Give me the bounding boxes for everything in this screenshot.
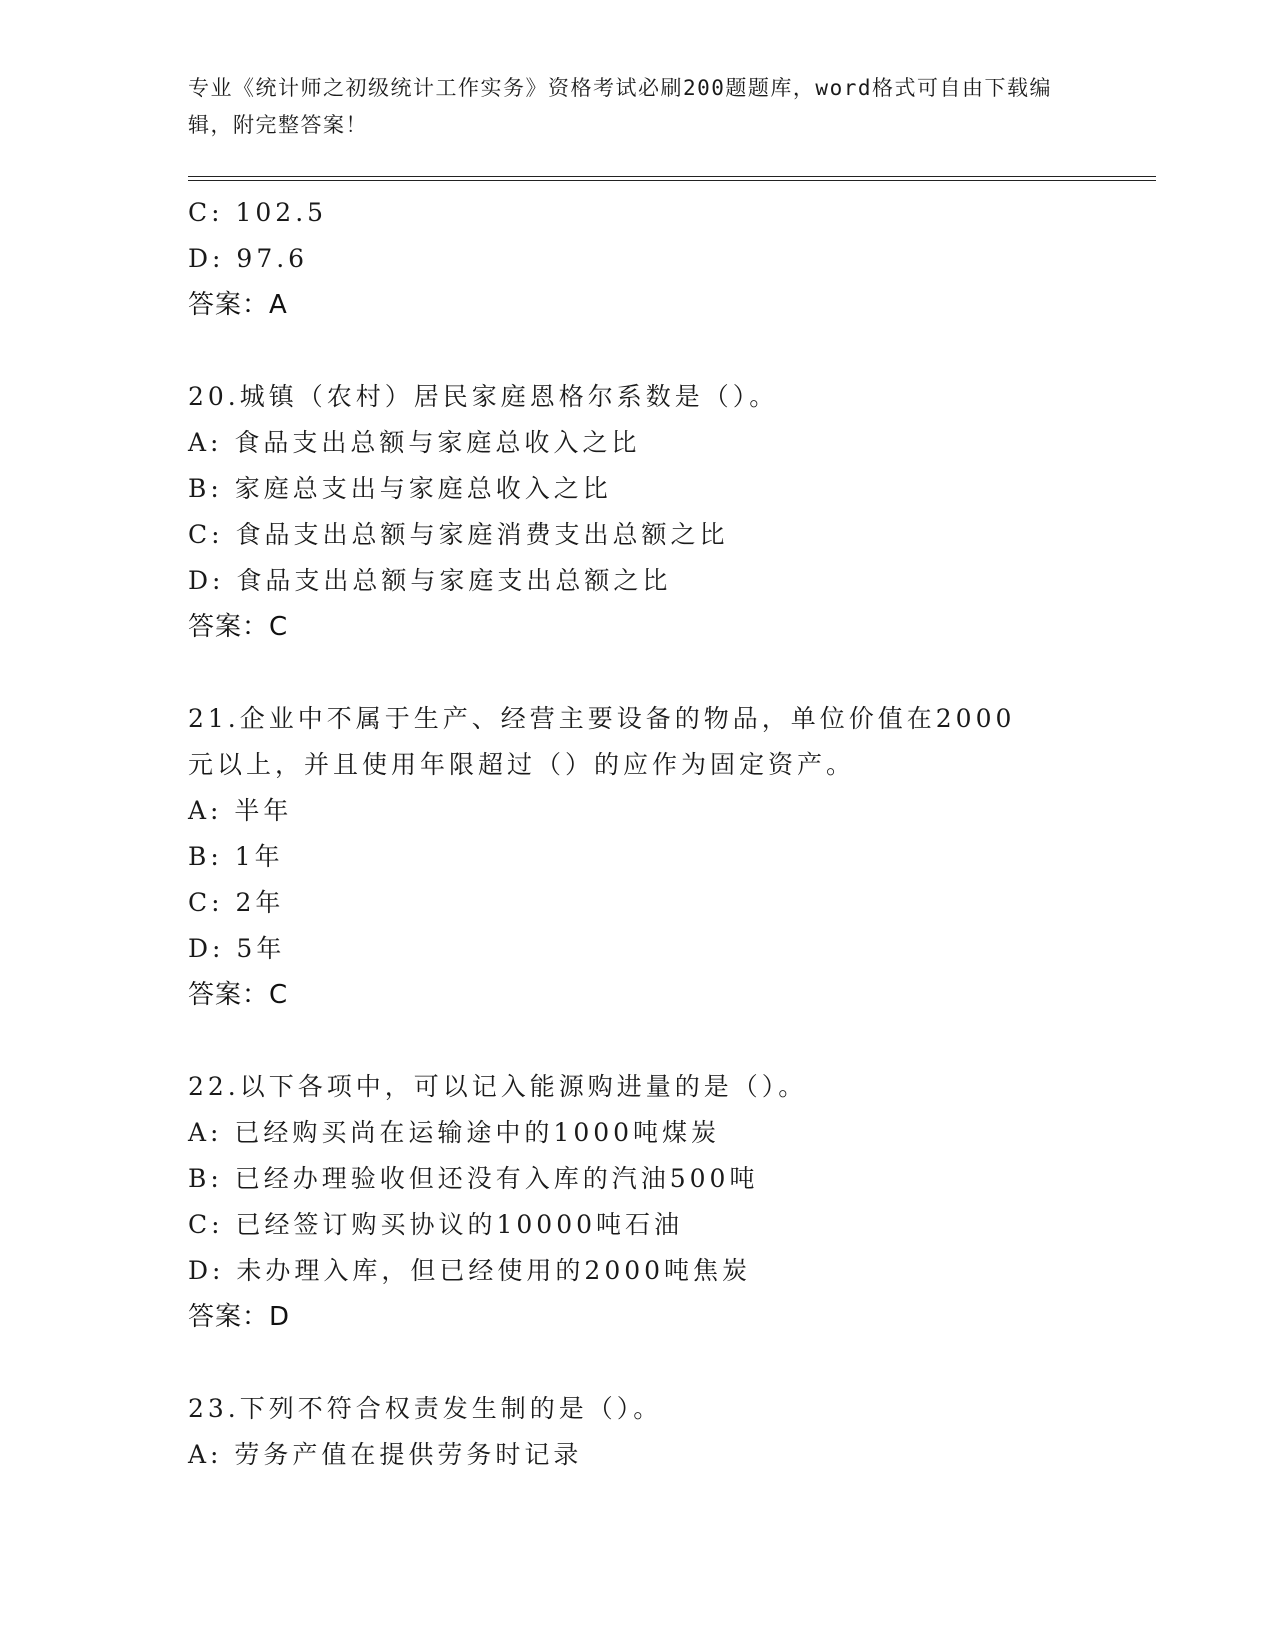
answer-label: 答案：A [188,290,288,320]
spacer [188,650,1088,696]
option-d: D: 食品支出总额与家庭支出总额之比 [188,566,672,595]
option-c: C: 2年 [188,888,285,917]
option-b: B: 1年 [188,842,284,871]
question-stem: 20.城镇（农村）居民家庭恩格尔系数是（）。 [188,382,779,411]
question-stem: 23.下列不符合权责发生制的是（）。 [188,1394,663,1423]
spacer [188,1340,1088,1386]
option-d: D: 5年 [188,934,286,963]
option-c: C: 102.5 [188,198,328,227]
answer-label: 答案：C [188,980,289,1010]
option-d: D: 未办理入库，但已经使用的2000吨焦炭 [188,1256,752,1285]
header-divider [188,176,1156,181]
option-a: A: 劳务产值在提供劳务时记录 [188,1440,583,1469]
option-c: C: 食品支出总额与家庭消费支出总额之比 [188,520,729,549]
question-stem: 21.企业中不属于生产、经营主要设备的物品，单位价值在2000元以上，并且使用年限超过（）的应作为固定资产。 [188,704,1016,779]
option-c: C: 已经签订购买协议的10000吨石油 [188,1210,684,1239]
spacer [188,1018,1088,1064]
document-header-title: 专业《统计师之初级统计工作实务》资格考试必刷200题题库，word格式可自由下载编辑，附完整答案！ [188,76,1052,137]
spacer [188,328,1088,374]
option-a: A: 已经购买尚在运输途中的1000吨煤炭 [188,1118,721,1147]
option-a: A: 食品支出总额与家庭总收入之比 [188,428,641,457]
answer-label: 答案：D [188,1302,291,1332]
option-b: B: 家庭总支出与家庭总收入之比 [188,474,612,503]
option-d: D: 97.6 [188,244,309,273]
answer-label: 答案：C [188,612,289,642]
question-list [188,190,1088,1478]
question-stem: 22.以下各项中，可以记入能源购进量的是（）。 [188,1072,808,1101]
option-a: A: 半年 [188,796,293,825]
option-b: B: 已经办理验收但还没有入库的汽油500吨 [188,1164,759,1193]
